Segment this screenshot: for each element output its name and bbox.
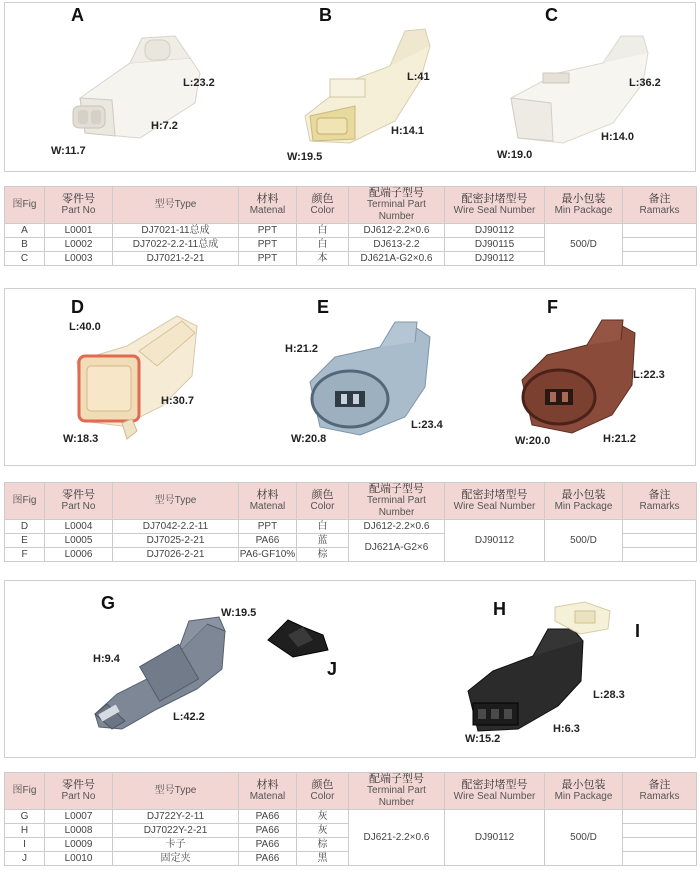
table-cell [623,810,697,824]
dim-b-length: L:41 [407,71,430,83]
table-cell [623,520,697,534]
table-cell: DJ7022Y-2-21 [113,824,239,838]
dim-e-height: H:21.2 [285,343,319,355]
col-material: 材料 Matenal [239,483,297,520]
table-row [5,224,697,238]
dim-a-height: H:7.2 [151,120,178,132]
col-fig: 图Fig [5,187,45,224]
dim-c-height: H:14.0 [601,131,635,143]
table-cell [623,824,697,838]
table-cell: I [5,838,45,852]
package-cell: 500/D [545,224,623,266]
table-cell: L0009 [45,838,113,852]
table-cell: G [5,810,45,824]
table-cell: DJ7021-11总成 [113,224,239,238]
table-cell: PPT [239,224,297,238]
table-cell: PA66 [239,824,297,838]
table-cell: DJ722Y-2-11 [113,810,239,824]
dim-c-length: L:36.2 [629,77,661,89]
dim-g-length: L:42.2 [173,711,205,723]
table-cell: 白 [297,224,349,238]
col-type: 型号Type [113,483,239,520]
col-remarks: 备注 Ramarks [623,483,697,520]
table-cell: DJ621-2.2×0.6 [349,810,445,866]
dim-e-length: L:23.4 [411,419,443,431]
table-cell: 本 [297,252,349,266]
dim-d-length: L:40.0 [69,321,101,333]
col-type: 型号Type [113,187,239,224]
col-part-no: 零件号 Part No [45,187,113,224]
table-cell: L0002 [45,238,113,252]
table-cell: 灰 [297,824,349,838]
col-color: 颜色 Color [297,187,349,224]
table-cell: PPT [239,520,297,534]
col-terminal: 配端子型号 Terminal Part Number [349,773,445,810]
col-type: 型号Type [113,773,239,810]
table-cell: PA66 [239,534,297,548]
table-cell: DJ612-2.2×0.6 [349,224,445,238]
table-cell: J [5,852,45,866]
table-cell: PPT [239,252,297,266]
col-remarks: 备注 Ramarks [623,187,697,224]
col-seal: 配密封堵型号 Wire Seal Number [445,187,545,224]
spec-table-abc [4,186,697,266]
table-cell: C [5,252,45,266]
figure-panel-abc [4,2,696,172]
col-material: 材料 Matenal [239,773,297,810]
fig-label-b: B [319,5,332,25]
figure-panel-def [4,288,696,466]
table-cell: L0003 [45,252,113,266]
table-cell: PA6-GF10% [239,548,296,560]
dim-f-width: W:20.0 [515,435,551,447]
fig-label-h: H [493,599,506,619]
col-package: 最小包装 Min Package [545,187,623,224]
table-cell [623,252,697,266]
dim-g-height: H:9.4 [93,653,120,665]
connector-h-image [463,621,593,736]
dim-e-width: W:20.8 [291,433,327,445]
table-cell: L0001 [45,224,113,238]
fig-label-a: A [71,5,84,25]
table-cell: DJ90112 [445,520,545,562]
col-package: 最小包装 Min Package [545,773,623,810]
col-seal: 配密封堵型号 Wire Seal Number [445,773,545,810]
table-cell [623,238,697,252]
table-cell: L0010 [45,852,113,866]
table-cell [623,548,697,562]
table-cell: DJ7021-2-21 [113,252,239,266]
fig-label-i: I [635,621,641,641]
table-cell: DJ612-2.2×0.6 [349,520,445,534]
table-cell: A [5,224,45,238]
connector-g-image [87,609,237,734]
table-cell: 黑 [297,852,349,866]
table-cell: 固定夹 [113,852,239,866]
col-seal: 配密封堵型号 Wire Seal Number [445,483,545,520]
table-cell: DJ7026-2-21 [113,548,239,562]
dim-d-height: H:30.7 [161,395,195,407]
spec-table-def [4,482,697,562]
table-header-row [5,187,697,224]
dim-a-length: L:23.2 [183,77,215,89]
table-cell: DJ613-2.2 [349,238,445,252]
dim-h-width: W:15.2 [465,733,501,745]
table-cell: DJ90112 [445,224,545,238]
fig-label-e: E [317,297,330,317]
package-cell: 500/D [545,520,623,562]
table-cell: 棕 [297,548,349,562]
table-cell: PA66 [239,852,297,866]
table-cell: L0005 [45,534,113,548]
dim-f-height: H:21.2 [603,433,637,445]
col-terminal: 配端子型号 Terminal Part Number [349,187,445,224]
table-cell [623,224,697,238]
table-cell: DJ7025-2-21 [113,534,239,548]
table-cell: 灰 [297,810,349,824]
connector-f-image [517,315,642,435]
table-cell [623,534,697,548]
dim-h-length: L:28.3 [593,689,625,701]
col-remarks: 备注 Ramarks [623,773,697,810]
dim-h-height: H:6.3 [553,723,580,735]
col-part-no: 零件号 Part No [45,773,113,810]
spec-table-ghij [4,772,697,866]
table-cell: DJ7042-2.2-11 [113,520,239,534]
table-cell: E [5,534,45,548]
col-fig: 图Fig [5,483,45,520]
table-cell: 棕 [297,838,349,852]
table-cell: DJ7022-2.2-11总成 [113,238,239,252]
figure-panel-ghij [4,580,696,758]
table-cell: D [5,520,45,534]
table-row [5,810,697,824]
package-cell: 500/D [545,810,623,866]
col-fig: 图Fig [5,773,45,810]
fig-label-d: D [71,297,84,317]
table-cell: L0008 [45,824,113,838]
table-cell [623,838,697,852]
table-cell: F [5,548,45,562]
table-cell: B [5,238,45,252]
table-cell: PA66 [239,810,297,824]
table-cell: DJ90115 [445,238,545,252]
table-header-row [5,483,697,520]
col-package: 最小包装 Min Package [545,483,623,520]
table-cell: PA66 [239,838,297,852]
table-cell: L0007 [45,810,113,824]
dim-c-width: W:19.0 [497,149,533,161]
table-cell: L0004 [45,520,113,534]
table-cell: DJ621A-G2×0.6 [349,252,445,266]
table-cell [623,852,697,866]
table-cell: 卡子 [113,838,239,852]
table-cell: DJ90112 [445,810,545,866]
table-header-row [5,773,697,810]
dim-b-width: W:19.5 [287,151,323,163]
dim-d-width: W:18.3 [63,433,99,445]
table-cell: DJ90112 [445,252,545,266]
table-cell: DJ621A-G2×6 [349,534,445,562]
table-cell: 白 [297,238,349,252]
dim-g-width: W:19.5 [221,607,257,619]
fig-label-f: F [547,297,558,317]
col-material: 材料 Matenal [239,187,297,224]
clip-j-image [263,615,333,660]
dim-b-height: H:14.1 [391,125,425,137]
col-part-no: 零件号 Part No [45,483,113,520]
fig-label-c: C [545,5,558,25]
table-cell: 蓝 [297,534,349,548]
col-terminal: 配端子型号 Terminal Part Number [349,483,445,520]
table-cell: H [5,824,45,838]
table-cell: 白 [297,520,349,534]
table-cell: L0006 [45,548,113,562]
fig-label-j: J [327,659,338,679]
col-color: 颜色 Color [297,773,349,810]
table-row [5,520,697,534]
table-cell: PPT [239,238,297,252]
fig-label-g: G [101,593,116,613]
clip-i-image [550,599,615,637]
dim-a-width: W:11.7 [51,145,86,157]
col-color: 颜色 Color [297,483,349,520]
dim-f-length: L:22.3 [633,369,665,381]
